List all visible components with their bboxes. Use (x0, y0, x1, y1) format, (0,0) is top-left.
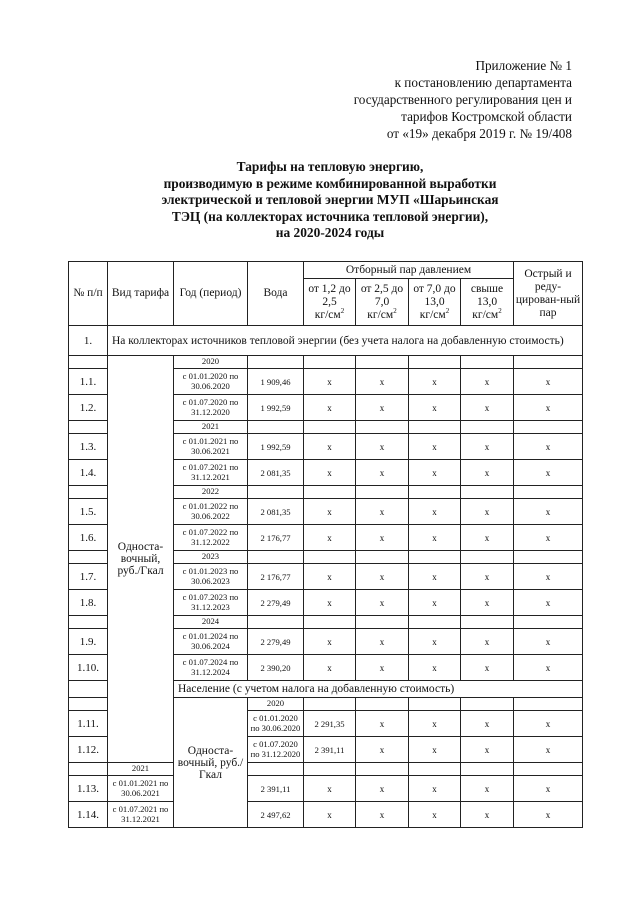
row-num: 1.9. (69, 629, 108, 655)
row-num-empty (69, 698, 108, 711)
row-x: x (409, 369, 461, 395)
row-x: x (514, 629, 583, 655)
row-x: x (356, 369, 409, 395)
appendix-line: от «19» декабря 2019 г. № 19/408 (386, 126, 572, 141)
appendix-line: Приложение № 1 (475, 58, 572, 73)
header-steam-7-0: от 7,0 до 13,0 $кг/см^2$ (409, 279, 461, 326)
row-period: с 01.01.2021 по 30.06.2021 (108, 776, 174, 802)
row-x: x (409, 776, 461, 802)
section-row (69, 326, 583, 356)
row-x: x (461, 629, 514, 655)
row-x: x (514, 395, 583, 421)
row-x: x (461, 802, 514, 828)
row-num: 1.7. (69, 564, 108, 590)
row-x: x (461, 590, 514, 616)
row-x: x (356, 564, 409, 590)
row-x: x (514, 711, 583, 737)
header-period: Год (период) (174, 262, 248, 326)
row-period: с 01.07.2021 по 31.12.2021 (108, 802, 174, 828)
year-label: 2020 (174, 356, 248, 369)
header-steam-2-5: от 2,5 до 7,0 $кг/см^2$ (356, 279, 409, 326)
row-x: x (514, 525, 583, 551)
row-num: 1.2. (69, 395, 108, 421)
row-x: x (409, 499, 461, 525)
row-x: x (461, 499, 514, 525)
year-row (69, 763, 583, 776)
header-sharp-steam: Острый и реду-цирован-ный пар (514, 262, 583, 326)
row-water: 2 391,11 (248, 776, 304, 802)
appendix-block (354, 57, 572, 142)
header-steam-group: Отборный пар давлением (304, 262, 514, 279)
header-steam-1-2: от 1,2 до 2,5 $кг/см^2$ (304, 279, 356, 326)
row-water: 2 279,49 (248, 629, 304, 655)
row-x: x (409, 590, 461, 616)
title-line: производимую в режиме комбинированной выработки (163, 175, 497, 191)
row-x: x (514, 564, 583, 590)
row-water: 1 909,46 (248, 369, 304, 395)
row-num: 1.14. (69, 802, 108, 828)
row-x: x (514, 802, 583, 828)
row-x: x (304, 802, 356, 828)
row-x: x (356, 590, 409, 616)
section-title: На коллекторах источников тепловой энергии (без учета налога на добавленную стоимость) (108, 326, 583, 356)
row-period: с 01.07.2021 по 31.12.2021 (174, 460, 248, 486)
row-water: 1 992,59 (248, 434, 304, 460)
row-x: x (409, 802, 461, 828)
year-label: 2023 (174, 551, 248, 564)
section-num (69, 681, 108, 698)
row-period: с 01.01.2020 по 30.06.2020 (248, 711, 304, 737)
row-num: 1.10. (69, 655, 108, 681)
title-line: Тарифы на тепловую энергию, (236, 159, 424, 174)
row-period: с 01.01.2024 по 30.06.2024 (174, 629, 248, 655)
row-period: с 01.07.2020 по 31.12.2020 (174, 395, 248, 421)
row-x: x (461, 369, 514, 395)
row-num-empty (69, 486, 108, 499)
row-x: x (409, 629, 461, 655)
header-tariff-type: Вид тарифа (108, 262, 174, 326)
year-label: 2024 (174, 616, 248, 629)
row-x: x (514, 590, 583, 616)
row-water: 2 390,20 (248, 655, 304, 681)
year-label: 2021 (174, 421, 248, 434)
row-num: 1.8. (69, 590, 108, 616)
row-num-empty (69, 551, 108, 564)
row-x: x (461, 655, 514, 681)
row-x: x (514, 776, 583, 802)
row-water: 2 081,35 (248, 460, 304, 486)
row-period: с 01.01.2023 по 30.06.2023 (174, 564, 248, 590)
row-x: x (461, 434, 514, 460)
row-water: 2 176,77 (248, 525, 304, 551)
row-num: 1.6. (69, 525, 108, 551)
row-water: 2 176,77 (248, 564, 304, 590)
row-x: x (514, 460, 583, 486)
row-x: x (514, 499, 583, 525)
row-num: 1.1. (69, 369, 108, 395)
row-x: x (356, 737, 409, 763)
tariff-table (68, 261, 583, 828)
year-label: 2020 (248, 698, 304, 711)
row-num: 1.5. (69, 499, 108, 525)
row-x: x (409, 711, 461, 737)
row-x: x (461, 564, 514, 590)
row-x: x (304, 655, 356, 681)
row-water: 1 992,59 (248, 395, 304, 421)
row-x: x (461, 737, 514, 763)
year-row (69, 356, 583, 369)
section-title: Население (с учетом налога на добавленную стоимость) (174, 681, 583, 698)
row-x: x (461, 525, 514, 551)
row-water: 2 291,35 (304, 711, 356, 737)
appendix-line: государственного регулирования цен и (353, 92, 572, 107)
row-water: 2 391,11 (304, 737, 356, 763)
header-water: Вода (248, 262, 304, 326)
row-x: x (409, 525, 461, 551)
row-period: с 01.01.2021 по 30.06.2021 (174, 434, 248, 460)
appendix-line: тарифов Костромской области (401, 109, 572, 124)
row-num: 1.4. (69, 460, 108, 486)
row-period: с 01.01.2022 по 30.06.2022 (174, 499, 248, 525)
row-x: x (514, 369, 583, 395)
row-x: x (304, 776, 356, 802)
row-x: x (409, 460, 461, 486)
row-x: x (304, 629, 356, 655)
row-x: x (409, 564, 461, 590)
row-x: x (304, 369, 356, 395)
row-x: x (356, 434, 409, 460)
appendix-line: к постановлению департамента (394, 75, 572, 90)
row-water: 2 279,49 (248, 590, 304, 616)
title-line: электрической и тепловой энергии МУП «Шарьинская (161, 192, 499, 207)
row-x: x (461, 711, 514, 737)
row-period: с 01.07.2023 по 31.12.2023 (174, 590, 248, 616)
row-x: x (356, 629, 409, 655)
header-steam-13: свыше 13,0 $кг/см^2$ (461, 279, 514, 326)
section-num: 1. (69, 326, 108, 356)
row-x: x (514, 434, 583, 460)
title-line: ТЭЦ (на коллекторах источника тепловой энергии), (171, 208, 489, 224)
row-x: x (356, 395, 409, 421)
row-x: x (409, 434, 461, 460)
tariff-type-cell: Односта-вочный, руб./Гкал (174, 698, 248, 828)
table-row (69, 776, 583, 802)
row-x: x (304, 434, 356, 460)
row-x: x (409, 655, 461, 681)
row-x: x (304, 499, 356, 525)
row-x: x (356, 655, 409, 681)
row-num-empty (69, 356, 108, 369)
row-num: 1.11. (69, 711, 108, 737)
row-period: с 01.07.2020 по 31.12.2020 (248, 737, 304, 763)
year-label: 2022 (174, 486, 248, 499)
tariff-type-cell: Односта-вочный, руб./Гкал (108, 356, 174, 763)
row-x: x (356, 776, 409, 802)
row-x: x (514, 655, 583, 681)
table-header-row (69, 262, 583, 279)
row-period: с 01.07.2022 по 31.12.2022 (174, 525, 248, 551)
row-x: x (304, 590, 356, 616)
title-line: на 2020-2024 годы (275, 225, 385, 240)
row-x: x (304, 525, 356, 551)
row-period: с 01.01.2020 по 30.06.2020 (174, 369, 248, 395)
row-num-empty (69, 616, 108, 629)
row-water: 2 497,62 (248, 802, 304, 828)
document-title (80, 159, 580, 242)
row-period: с 01.07.2024 по 31.12.2024 (174, 655, 248, 681)
row-x: x (304, 564, 356, 590)
row-x: x (356, 802, 409, 828)
row-num-empty (69, 421, 108, 434)
row-x: x (356, 499, 409, 525)
row-x: x (356, 460, 409, 486)
row-x: x (409, 395, 461, 421)
header-num: № п/п (69, 262, 108, 326)
row-num: 1.13. (69, 776, 108, 802)
row-num: 1.3. (69, 434, 108, 460)
row-x: x (461, 776, 514, 802)
year-label: 2021 (108, 763, 174, 776)
row-x: x (356, 711, 409, 737)
table-row (69, 802, 583, 828)
row-x: x (356, 525, 409, 551)
row-num-empty (69, 763, 108, 776)
row-x: x (409, 737, 461, 763)
row-water: 2 081,35 (248, 499, 304, 525)
row-num: 1.12. (69, 737, 108, 763)
row-x: x (304, 395, 356, 421)
row-x: x (461, 395, 514, 421)
row-x: x (461, 460, 514, 486)
row-x: x (304, 460, 356, 486)
row-x: x (514, 737, 583, 763)
